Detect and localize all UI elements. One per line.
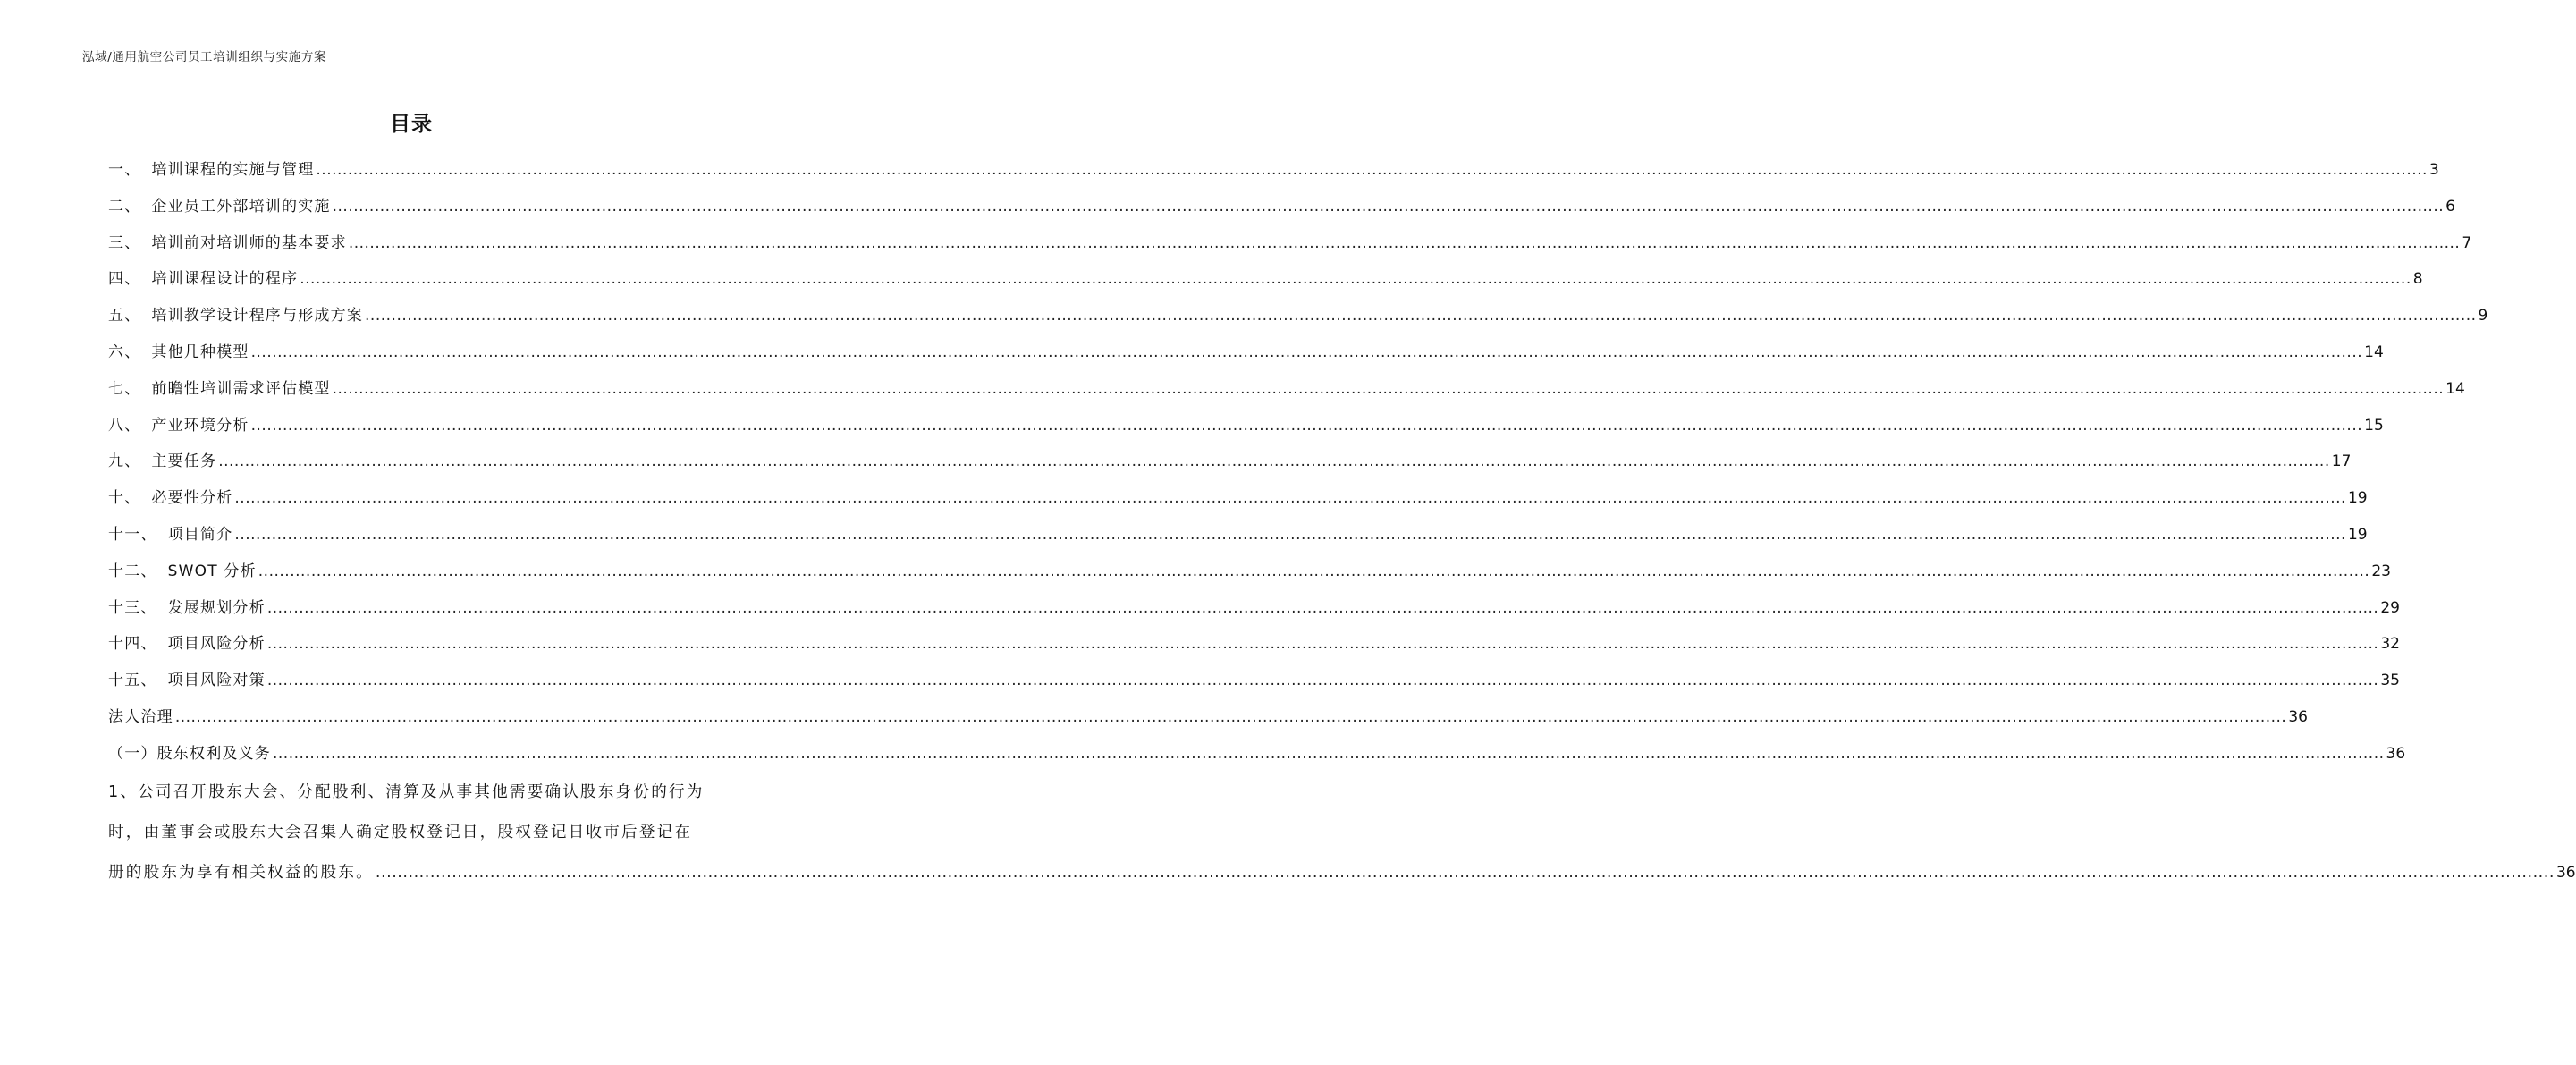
toc-entry[interactable] xyxy=(108,298,2488,334)
toc-entry[interactable] xyxy=(108,371,2465,408)
toc-entry-page-number: 23 xyxy=(2371,562,2391,580)
toc-entry-page-number: 32 xyxy=(2380,635,2400,654)
toc-dot-leader: ................................................................................................................................................................................................................................................................................................................................................................................................................ xyxy=(250,416,2363,435)
toc-entry-label: 其他几种模型 xyxy=(151,342,249,361)
toc-entry-number: 五、 xyxy=(108,307,141,325)
toc-dot-leader: ................................................................................................................................................................................................................................................................................................................................................................................................................ xyxy=(218,452,2330,471)
toc-entry-number: 十四、 xyxy=(108,635,157,654)
toc-entry[interactable] xyxy=(108,590,2400,627)
toc-entry-page-number: 19 xyxy=(2347,489,2368,508)
toc-entry-label: SWOT 分析 xyxy=(167,562,257,580)
toc-entry-long-label: 册的股东为享有相关权益的股东。 xyxy=(108,863,374,882)
toc-entry-page-number: 14 xyxy=(2364,342,2384,361)
toc-dot-leader: ................................................................................................................................................................................................................................................................................................................................................................................................................ xyxy=(266,635,2379,654)
toc-entry[interactable] xyxy=(108,736,2406,773)
toc-entry-page-number: 35 xyxy=(2380,672,2400,690)
toc-entry[interactable] xyxy=(108,334,2384,371)
toc-title: 目录 xyxy=(390,113,433,136)
toc-entry-number: 一、 xyxy=(108,161,141,179)
toc-entry-page-number: 3 xyxy=(2428,161,2439,179)
toc-entry-label: 培训课程设计的程序 xyxy=(151,270,299,289)
toc-entry-page-number: 29 xyxy=(2380,598,2400,617)
toc-entry-label: 项目风险对策 xyxy=(167,672,266,690)
toc-entry-page-number: 19 xyxy=(2347,525,2368,544)
toc-entry-label: 必要性分析 xyxy=(151,489,233,508)
toc-entry-label: 产业环境分析 xyxy=(151,416,249,435)
toc-entry[interactable] xyxy=(108,554,2391,590)
toc-entry-label: 项目风险分析 xyxy=(167,635,266,654)
toc-dot-leader: ................................................................................................................................................................................................................................................................................................................................................................................................................ xyxy=(348,233,2461,252)
toc-entry[interactable] xyxy=(108,663,2400,699)
toc-entry-number: 十二、 xyxy=(108,562,157,580)
toc-entry-page-number: 6 xyxy=(2445,197,2455,216)
toc-dot-leader: ................................................................................................................................................................................................................................................................................................................................................................................................................ xyxy=(174,707,2287,726)
toc-entry[interactable] xyxy=(108,626,2400,663)
toc-entry-number: 七、 xyxy=(108,379,141,398)
toc-dot-leader: ................................................................................................................................................................................................................................................................................................................................................................................................................ xyxy=(316,161,2428,179)
toc-dot-leader: ................................................................................................................................................................................................................................................................................................................................................................................................................ xyxy=(266,598,2379,617)
toc-dot-leader: ................................................................................................................................................................................................................................................................................................................................................................................................................ xyxy=(234,525,2346,544)
table-of-contents xyxy=(108,152,2576,893)
toc-entry[interactable] xyxy=(108,517,2368,554)
toc-entry-long-line-1: 1、公司召开股东大会、分配股利、清算及从事其他需要确认股东身份的行为 xyxy=(108,782,705,801)
toc-entry-page-number: 15 xyxy=(2364,416,2384,435)
toc-dot-leader: ................................................................................................................................................................................................................................................................................................................................................................................................................ xyxy=(365,307,2477,325)
toc-entry[interactable] xyxy=(108,152,2439,189)
toc-entry-page-number: 9 xyxy=(2478,307,2488,325)
toc-entry[interactable] xyxy=(108,480,2368,517)
toc-entry-label: 项目简介 xyxy=(167,525,233,544)
toc-entry-label: 企业员工外部培训的实施 xyxy=(151,197,331,216)
toc-entry[interactable] xyxy=(108,699,2308,736)
toc-entry-number: 十、 xyxy=(108,489,141,508)
toc-dot-leader: ................................................................................................................................................................................................................................................................................................................................................................................................................ xyxy=(375,863,2555,882)
toc-entry-number: 三、 xyxy=(108,233,141,252)
toc-entry-page-number: 7 xyxy=(2462,233,2472,252)
toc-entry-number: 二、 xyxy=(108,197,141,216)
toc-dot-leader: ................................................................................................................................................................................................................................................................................................................................................................................................................ xyxy=(332,197,2445,216)
toc-dot-leader: ................................................................................................................................................................................................................................................................................................................................................................................................................ xyxy=(258,562,2370,580)
toc-dot-leader: ................................................................................................................................................................................................................................................................................................................................................................................................................ xyxy=(250,342,2363,361)
toc-entry-long-line-3 xyxy=(108,853,2576,893)
toc-entry-page-number: 8 xyxy=(2412,270,2423,289)
toc-entry-page-number: 17 xyxy=(2331,452,2352,471)
toc-entry-number: 十一、 xyxy=(108,525,157,544)
toc-dot-leader: ................................................................................................................................................................................................................................................................................................................................................................................................................ xyxy=(332,379,2445,398)
toc-entry-number: 八、 xyxy=(108,416,141,435)
toc-entry[interactable] xyxy=(108,261,2423,298)
toc-entry-label: 培训前对培训师的基本要求 xyxy=(151,233,347,252)
toc-entry-label: 发展规划分析 xyxy=(167,598,266,617)
toc-entry-page-number: 14 xyxy=(2445,379,2465,398)
toc-entry-number: 六、 xyxy=(108,342,141,361)
toc-entry-page-number: 36 xyxy=(2288,707,2308,726)
toc-entry-long-line-2: 时，由董事会或股东大会召集人确定股权登记日，股权登记日收市后登记在 xyxy=(108,823,693,841)
toc-entry-long[interactable] xyxy=(108,773,2576,893)
toc-list xyxy=(108,152,2488,773)
toc-entry[interactable] xyxy=(108,225,2472,262)
toc-entry-number: 十三、 xyxy=(108,598,157,617)
toc-dot-leader: ................................................................................................................................................................................................................................................................................................................................................................................................................ xyxy=(300,270,2411,289)
toc-entry-label: 法人治理 xyxy=(108,707,173,726)
toc-entry-label: （一）股东权利及义务 xyxy=(108,744,271,763)
toc-entry-label: 前瞻性培训需求评估模型 xyxy=(151,379,331,398)
toc-dot-leader: ................................................................................................................................................................................................................................................................................................................................................................................................................ xyxy=(266,672,2379,690)
toc-entry-number: 九、 xyxy=(108,452,141,471)
toc-entry-label: 培训教学设计程序与形成方案 xyxy=(151,307,364,325)
toc-entry-label: 主要任务 xyxy=(151,452,217,471)
toc-entry-number: 四、 xyxy=(108,270,141,289)
toc-entry-page-number: 36 xyxy=(2386,744,2406,763)
toc-entry-number: 十五、 xyxy=(108,672,157,690)
toc-entry[interactable] xyxy=(108,408,2384,444)
toc-entry[interactable] xyxy=(108,189,2455,225)
toc-entry-page-number: 36 xyxy=(2555,863,2576,882)
toc-dot-leader: ................................................................................................................................................................................................................................................................................................................................................................................................................ xyxy=(273,744,2385,763)
toc-dot-leader: ................................................................................................................................................................................................................................................................................................................................................................................................................ xyxy=(234,489,2346,508)
running-header: 泓域/通用航空公司员工培训组织与实施方案 xyxy=(82,50,327,64)
toc-entry[interactable] xyxy=(108,444,2352,480)
toc-entry-label: 培训课程的实施与管理 xyxy=(151,161,315,179)
